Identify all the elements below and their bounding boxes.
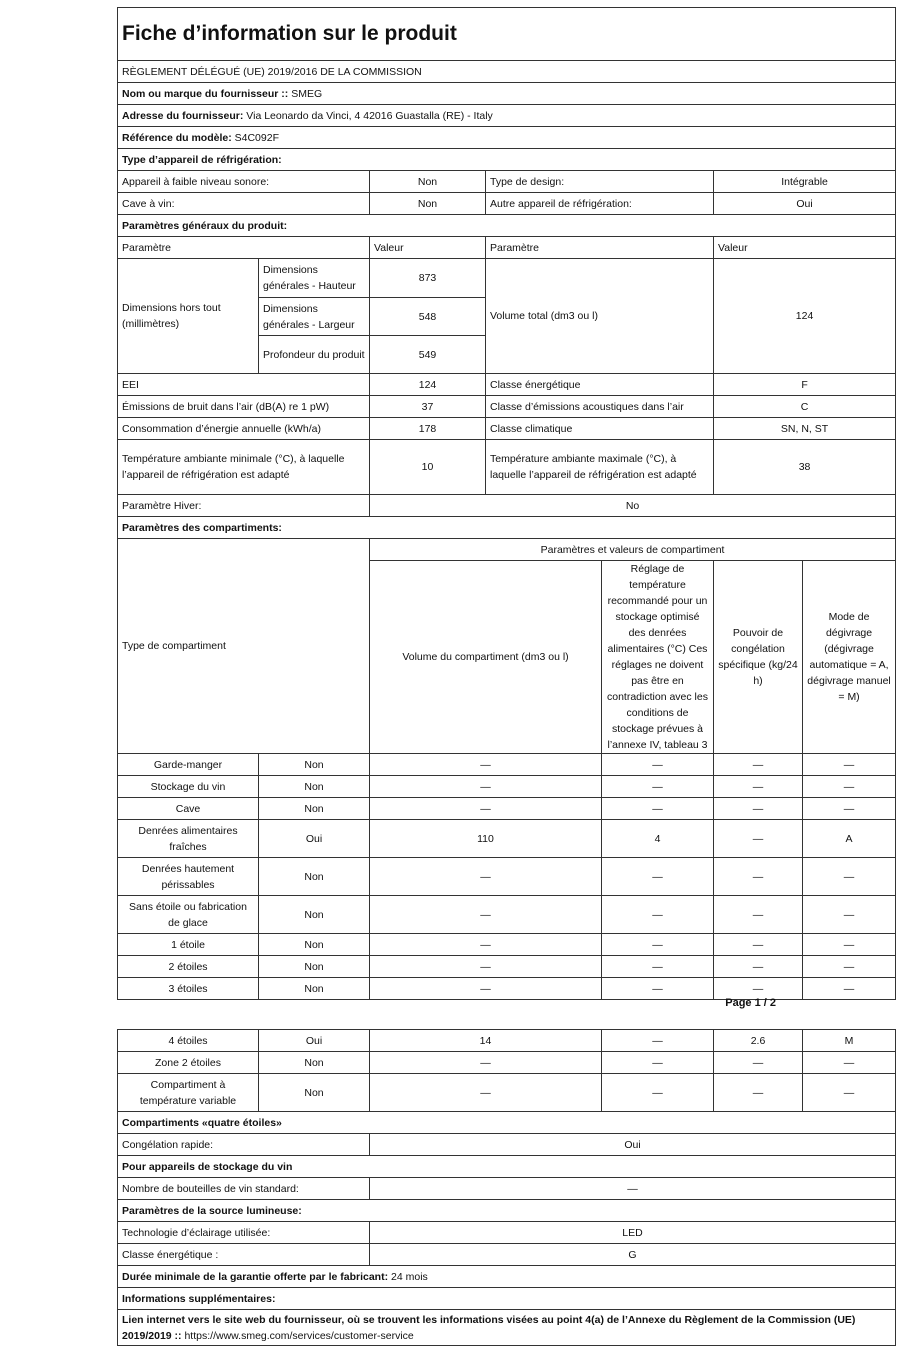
- light-tech-label: Technologie d’éclairage utilisée:: [118, 1222, 370, 1244]
- page-title: Fiche d’information sur le produit: [118, 8, 896, 61]
- compartment-temp: —: [602, 956, 714, 978]
- compartment-volume: 14: [370, 1030, 602, 1052]
- light-class-label: Classe énergétique :: [118, 1244, 370, 1266]
- compartment-freeze: —: [714, 798, 803, 820]
- compartment-row: [118, 798, 896, 820]
- compartment-defrost: —: [803, 956, 896, 978]
- wine-section-heading: Pour appareils de stockage du vin: [118, 1156, 896, 1178]
- compartment-temp: —: [602, 1074, 714, 1112]
- header-value: Valeur: [370, 237, 486, 259]
- height-value: 873: [370, 259, 486, 298]
- compartment-volume: —: [370, 776, 602, 798]
- compartment-temp: —: [602, 978, 714, 1000]
- compartment-freeze: —: [714, 1052, 803, 1074]
- header-parameter: Paramètre: [118, 237, 370, 259]
- compartment-temp: —: [602, 798, 714, 820]
- compartment-present: Non: [259, 896, 370, 934]
- general-label: Classe d’émissions acoustiques dans l’air: [486, 396, 714, 418]
- compartment-name: Zone 2 étoiles: [118, 1052, 259, 1074]
- compartment-row: [118, 858, 896, 896]
- min-temp-label: Température ambiante minimale (°C), à laquelle l’appareil de réfrigération est adapté: [118, 440, 370, 495]
- compartment-present: Non: [259, 934, 370, 956]
- compartment-row: [118, 978, 896, 1000]
- supplier-value: SMEG: [291, 87, 323, 100]
- compartment-name: Stockage du vin: [118, 776, 259, 798]
- compartment-row: [118, 934, 896, 956]
- wine-bottles-row: [118, 1178, 896, 1200]
- general-row: [118, 418, 896, 440]
- general-value: SN, N, ST: [714, 418, 896, 440]
- additional-section-heading: Informations supplémentaires:: [118, 1288, 896, 1310]
- compartment-row: [118, 820, 896, 858]
- dimension-row: [118, 259, 896, 298]
- compartment-row: [118, 776, 896, 798]
- max-temp-value: 38: [714, 440, 896, 495]
- model-label: Référence du modèle:: [122, 131, 232, 144]
- product-info-sheet-continued: [117, 1029, 896, 1346]
- volume-value: 124: [714, 259, 896, 374]
- warranty-row: [118, 1266, 896, 1288]
- compartment-name: Cave: [118, 798, 259, 820]
- compartment-volume: 110: [370, 820, 602, 858]
- compartment-volume: —: [370, 754, 602, 776]
- general-label: Classe climatique: [486, 418, 714, 440]
- compartment-freeze: —: [714, 956, 803, 978]
- compartment-defrost: A: [803, 820, 896, 858]
- general-row: [118, 396, 896, 418]
- compartment-type-header: Type de compartiment: [118, 539, 370, 754]
- fast-freeze-row: [118, 1134, 896, 1156]
- compartment-freeze: —: [714, 820, 803, 858]
- general-value: C: [714, 396, 896, 418]
- compartment-freeze: —: [714, 978, 803, 1000]
- dimensions-label: Dimensions hors tout (millimètres): [118, 259, 259, 374]
- general-header-row: [118, 237, 896, 259]
- compartment-volume: —: [370, 1052, 602, 1074]
- address-label: Adresse du fournisseur:: [122, 109, 244, 122]
- compartment-present: Non: [259, 956, 370, 978]
- website-row: [118, 1310, 896, 1346]
- compartment-temp: —: [602, 1030, 714, 1052]
- max-temp-label: Température ambiante maximale (°C), à laquelle l’appareil de réfrigération est adapté: [486, 440, 714, 495]
- compartment-defrost: —: [803, 934, 896, 956]
- compartment-present: Non: [259, 754, 370, 776]
- compartment-params-header: Paramètres et valeurs de compartiment: [370, 539, 896, 561]
- winter-row: [118, 495, 896, 517]
- light-class-value: G: [370, 1244, 896, 1266]
- light-section-heading: Paramètres de la source lumineuse:: [118, 1200, 896, 1222]
- compartment-name: Sans étoile ou fabrication de glace: [118, 896, 259, 934]
- defrost-mode-header: Mode de dégivrage (dégivrage automatique = A, dégivrage manuel = M): [803, 561, 896, 754]
- supplier-label: Nom ou marque du fournisseur ::: [122, 87, 289, 100]
- compartment-volume: —: [370, 896, 602, 934]
- compartment-present: Oui: [259, 820, 370, 858]
- compartment-name: Compartiment à température variable: [118, 1074, 259, 1112]
- compartment-volume: —: [370, 858, 602, 896]
- compartment-defrost: —: [803, 978, 896, 1000]
- page-number: Page 1 / 2: [725, 997, 776, 1009]
- compartment-row: [118, 1030, 896, 1052]
- temperature-header: Réglage de température recommandé pour un stockage optimisé des denrées alimentaires (°C) Ces réglages ne doivent pas être en contradiction avec les conditions de stockage prévues à l’annexe IV, tableau 3: [602, 561, 714, 754]
- type-section-heading: Type d’appareil de réfrigération:: [118, 149, 896, 171]
- warranty-value: 24 mois: [391, 1270, 428, 1283]
- compartment-defrost: —: [803, 1074, 896, 1112]
- volume-header: Volume du compartiment (dm3 ou l): [370, 561, 602, 754]
- general-label: Classe énergétique: [486, 374, 714, 396]
- compartment-freeze: —: [714, 1074, 803, 1112]
- wine-bottles-label: Nombre de bouteilles de vin standard:: [118, 1178, 370, 1200]
- compartment-temp: —: [602, 754, 714, 776]
- type-value-1: Non: [370, 171, 486, 193]
- type-value-2: Oui: [714, 193, 896, 215]
- compartment-defrost: —: [803, 798, 896, 820]
- header-parameter: Paramètre: [486, 237, 714, 259]
- compartment-volume: —: [370, 1074, 602, 1112]
- fast-freeze-label: Congélation rapide:: [118, 1134, 370, 1156]
- depth-value: 549: [370, 336, 486, 374]
- light-tech-row: [118, 1222, 896, 1244]
- compartment-volume: —: [370, 798, 602, 820]
- type-row: [118, 171, 896, 193]
- compartment-name: 1 étoile: [118, 934, 259, 956]
- depth-label: Profondeur du produit: [259, 336, 370, 374]
- light-class-row: [118, 1244, 896, 1266]
- compartment-freeze: —: [714, 754, 803, 776]
- warranty-label: Durée minimale de la garantie offerte par le fabricant:: [122, 1270, 389, 1283]
- compartments-section-heading: Paramètres des compartiments:: [118, 517, 896, 539]
- compartment-defrost: —: [803, 896, 896, 934]
- width-value: 548: [370, 298, 486, 336]
- type-label-2: Type de design:: [486, 171, 714, 193]
- compartment-temp: 4: [602, 820, 714, 858]
- model-row: [118, 127, 896, 149]
- compartment-present: Non: [259, 776, 370, 798]
- temperature-row: [118, 440, 896, 495]
- width-label: Dimensions générales - Largeur: [259, 298, 370, 336]
- compartment-present: Oui: [259, 1030, 370, 1052]
- compartment-temp: —: [602, 1052, 714, 1074]
- freezing-capacity-header: Pouvoir de congélation spécifique (kg/24 h): [714, 561, 803, 754]
- compartment-name: 2 étoiles: [118, 956, 259, 978]
- fast-freeze-value: Oui: [370, 1134, 896, 1156]
- address-value: Via Leonardo da Vinci, 4 42016 Guastalla (RE) - Italy: [246, 109, 493, 122]
- type-value-2: Intégrable: [714, 171, 896, 193]
- supplier-row: [118, 83, 896, 105]
- compartment-defrost: M: [803, 1030, 896, 1052]
- type-label-1: Cave à vin:: [118, 193, 370, 215]
- product-info-sheet: [117, 7, 896, 1000]
- type-label-1: Appareil à faible niveau sonore:: [118, 171, 370, 193]
- compartment-name: Garde-manger: [118, 754, 259, 776]
- compartment-present: Non: [259, 978, 370, 1000]
- general-value: 37: [370, 396, 486, 418]
- compartment-temp: —: [602, 858, 714, 896]
- compartment-present: Non: [259, 1052, 370, 1074]
- light-tech-value: LED: [370, 1222, 896, 1244]
- compartment-temp: —: [602, 934, 714, 956]
- compartment-temp: —: [602, 896, 714, 934]
- general-row: [118, 374, 896, 396]
- compartment-defrost: —: [803, 1052, 896, 1074]
- type-label-2: Autre appareil de réfrigération:: [486, 193, 714, 215]
- website-label: Lien internet vers le site web du fournisseur, où se trouvent les informations visées au point 4(a) de l’Annexe du Règlement de la Commission (UE) 2019/2019 ::: [122, 1313, 856, 1342]
- compartment-volume: —: [370, 978, 602, 1000]
- winter-value: No: [370, 495, 896, 517]
- compartment-present: Non: [259, 798, 370, 820]
- compartment-freeze: —: [714, 858, 803, 896]
- height-label: Dimensions générales - Hauteur: [259, 259, 370, 298]
- general-label: EEI: [118, 374, 370, 396]
- winter-label: Paramètre Hiver:: [118, 495, 370, 517]
- compartment-present: Non: [259, 1074, 370, 1112]
- compartment-row: [118, 754, 896, 776]
- website-link[interactable]: https://www.smeg.com/services/customer-service: [184, 1329, 414, 1342]
- compartment-row: [118, 956, 896, 978]
- general-value: 124: [370, 374, 486, 396]
- wine-bottles-value: —: [370, 1178, 896, 1200]
- compartment-name: 3 étoiles: [118, 978, 259, 1000]
- model-value: S4C092F: [234, 131, 279, 144]
- compartment-present: Non: [259, 858, 370, 896]
- compartment-row: [118, 1052, 896, 1074]
- compartment-row: [118, 1074, 896, 1112]
- compartment-freeze: —: [714, 896, 803, 934]
- general-value: 178: [370, 418, 486, 440]
- compartment-name: Denrées hautement périssables: [118, 858, 259, 896]
- compartment-freeze: —: [714, 934, 803, 956]
- general-section-heading: Paramètres généraux du produit:: [118, 215, 896, 237]
- type-value-1: Non: [370, 193, 486, 215]
- header-value: Valeur: [714, 237, 896, 259]
- regulation-reference: RÈGLEMENT DÉLÉGUÉ (UE) 2019/2016 DE LA COMMISSION: [118, 61, 896, 83]
- type-row: [118, 193, 896, 215]
- compartment-volume: —: [370, 934, 602, 956]
- compartment-freeze: 2.6: [714, 1030, 803, 1052]
- compartment-temp: —: [602, 776, 714, 798]
- compartment-defrost: —: [803, 754, 896, 776]
- min-temp-value: 10: [370, 440, 486, 495]
- compartment-name: Denrées alimentaires fraîches: [118, 820, 259, 858]
- compartment-defrost: —: [803, 858, 896, 896]
- compartment-volume: —: [370, 956, 602, 978]
- volume-label: Volume total (dm3 ou l): [486, 259, 714, 374]
- general-label: Émissions de bruit dans l’air (dB(A) re 1 pW): [118, 396, 370, 418]
- general-label: Consommation d’énergie annuelle (kWh/a): [118, 418, 370, 440]
- compartment-freeze: —: [714, 776, 803, 798]
- compartment-name: 4 étoiles: [118, 1030, 259, 1052]
- address-row: [118, 105, 896, 127]
- four-star-section-heading: Compartiments «quatre étoiles»: [118, 1112, 896, 1134]
- compartment-row: [118, 896, 896, 934]
- general-value: F: [714, 374, 896, 396]
- compartment-defrost: —: [803, 776, 896, 798]
